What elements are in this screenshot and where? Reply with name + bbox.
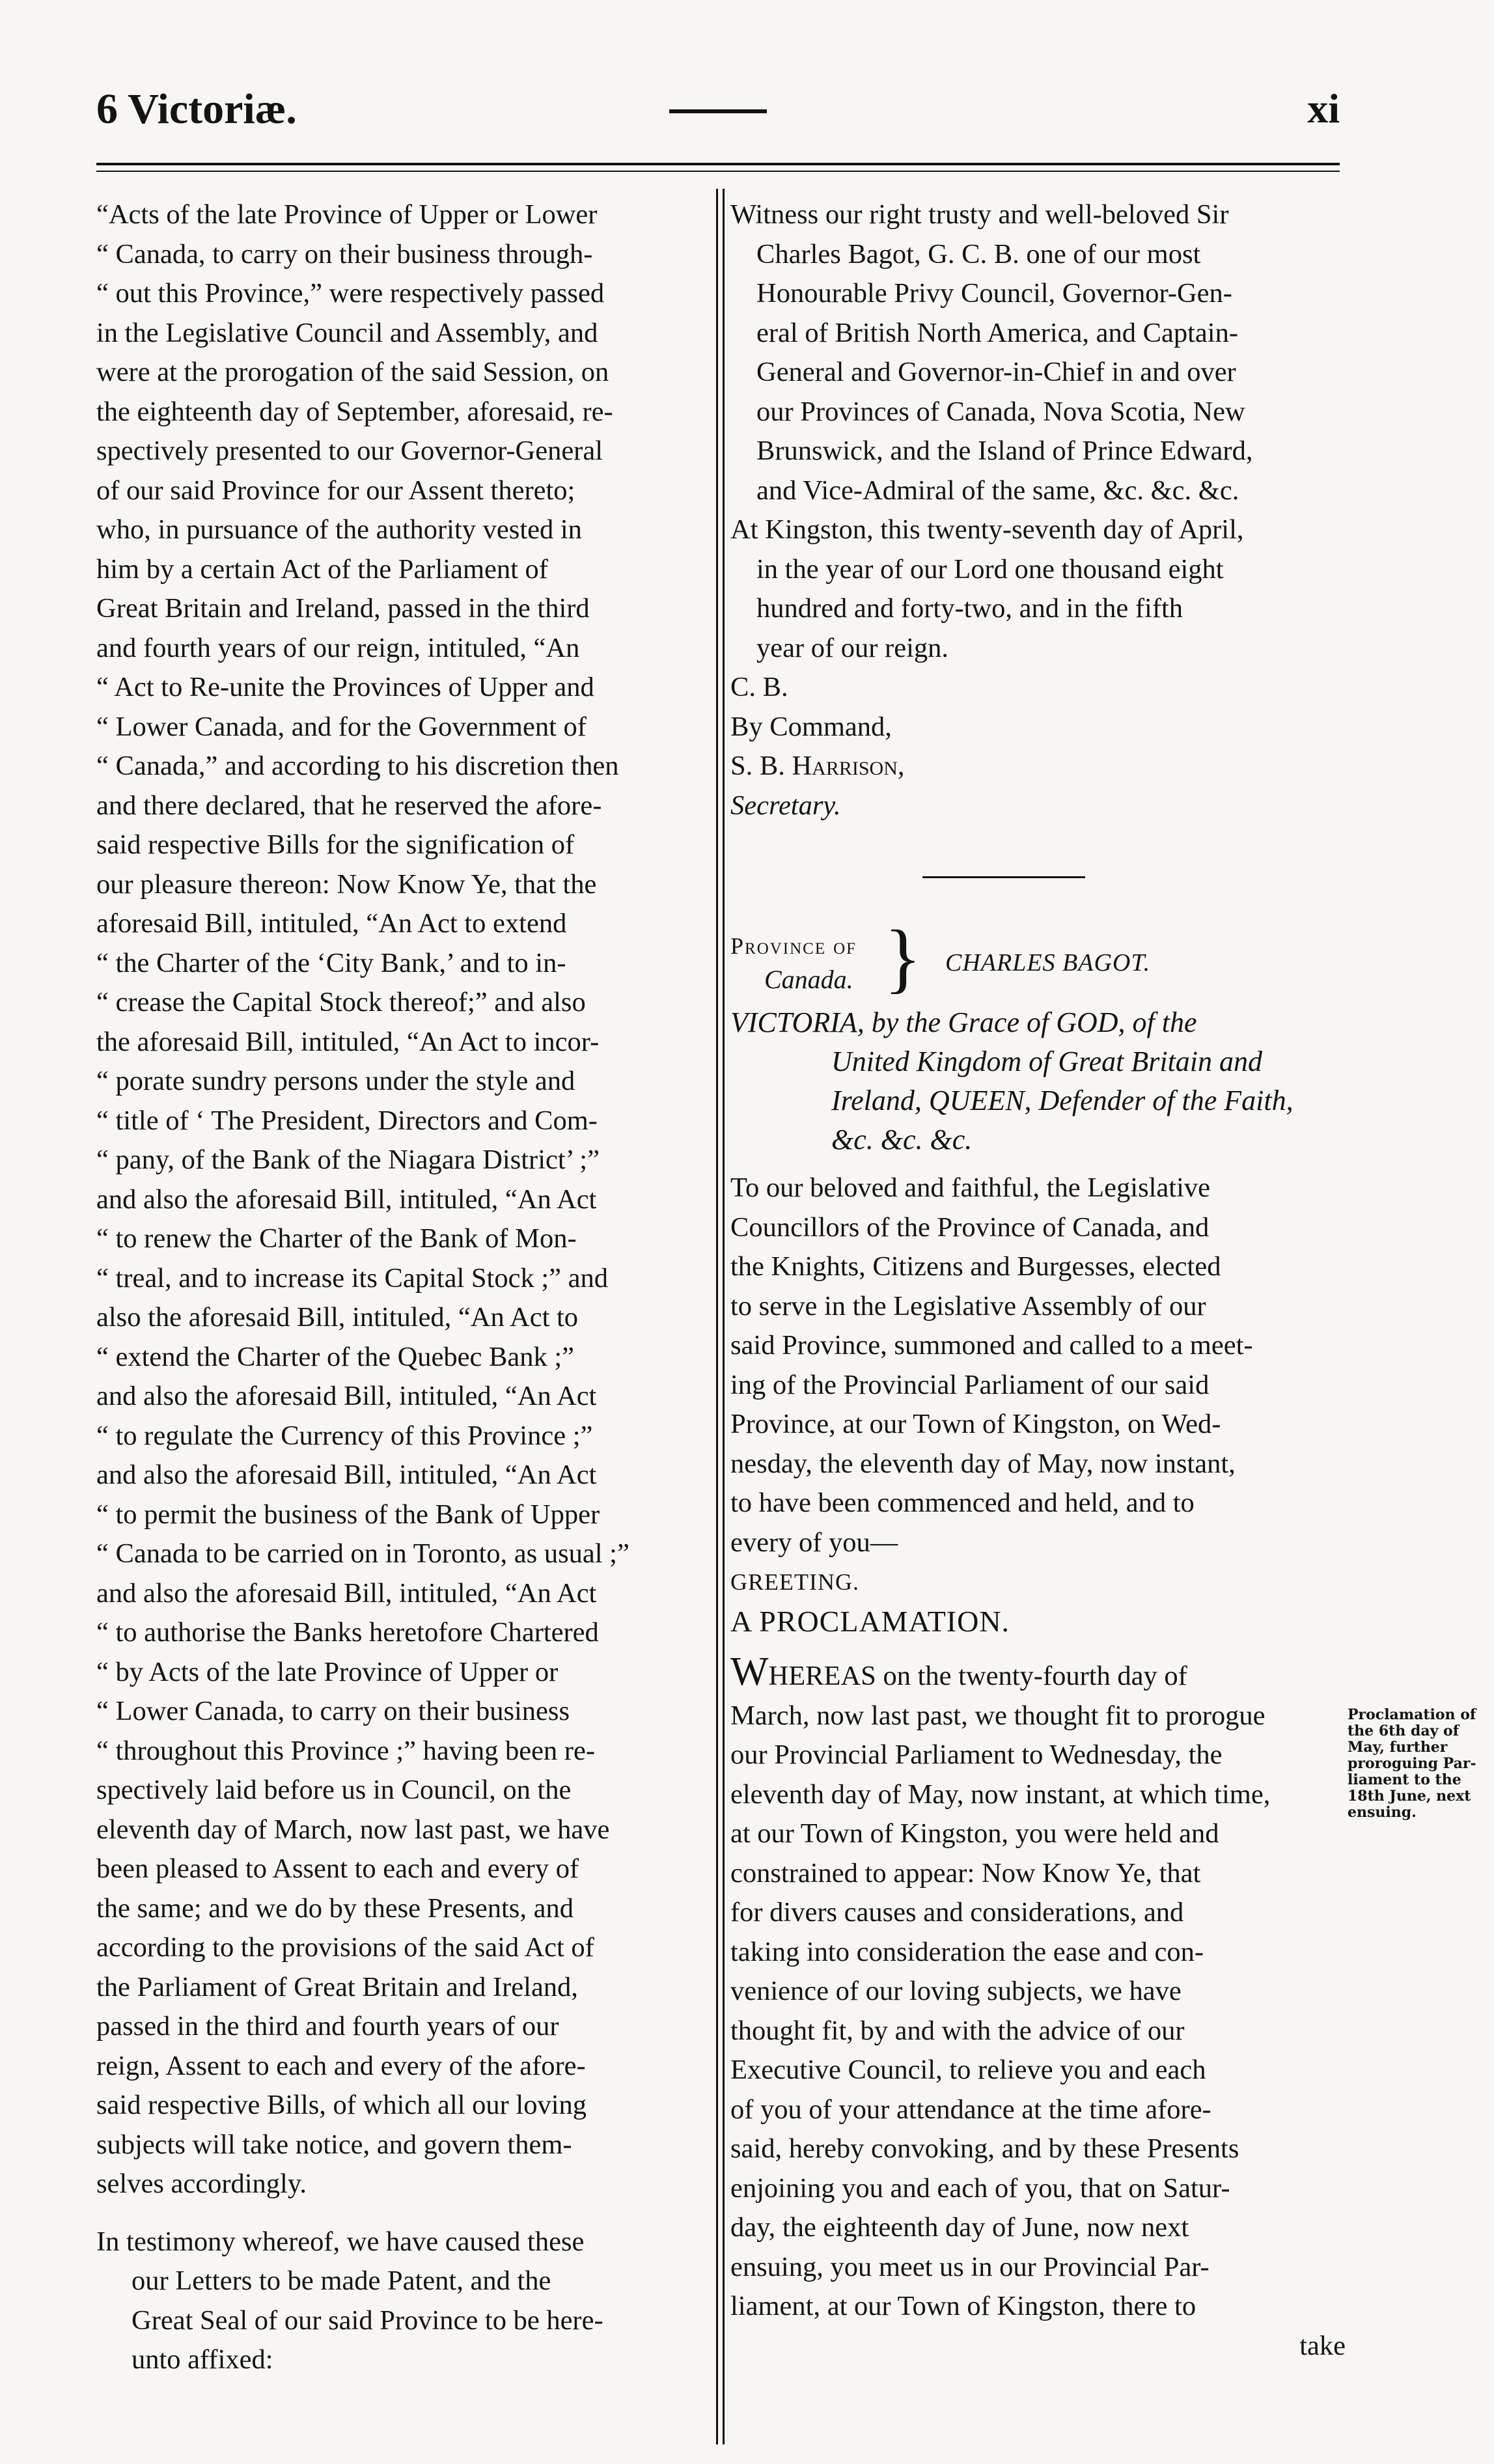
- assent-line: been pleased to Assent to each and every of: [96, 1853, 579, 1884]
- assent-line: spectively presented to our Governor-General: [96, 436, 603, 466]
- proclamation-line: for divers causes and considerations, and: [730, 1897, 1184, 1928]
- assent-line: Great Britain and Ireland, passed in the third: [96, 593, 590, 624]
- initials-signature: C. B.: [730, 672, 788, 702]
- witness-line: eral of British North America, and Captain-: [756, 317, 1238, 348]
- witness-line: our Provinces of Canada, Nova Scotia, New: [756, 396, 1245, 427]
- assent-line: and also the aforesaid Bill, intituled, “An Act: [96, 1460, 597, 1490]
- testimony-clause: [96, 2222, 712, 2380]
- witness-line: Witness our right trusty and well-beloved Sir: [730, 199, 1229, 230]
- witness-line: General and Governor-in-Chief in and over: [756, 357, 1236, 387]
- drop-cap: W: [730, 1650, 769, 1694]
- witness-clause: [730, 195, 1346, 510]
- assent-line: “ to renew the Charter of the Bank of Mon-: [96, 1223, 577, 1254]
- dating-line: At Kingston, this twenty-seventh day of April,: [730, 514, 1244, 545]
- section-rule: [922, 876, 1085, 878]
- address-line: Province, at our Town of Kingston, on Wed-: [730, 1409, 1221, 1439]
- signatory-name: [730, 747, 1346, 786]
- testimony-line: unto affixed:: [131, 2344, 273, 2375]
- province-name: Canada.: [764, 965, 853, 994]
- proclamation-line: [730, 1650, 1346, 1696]
- margin-note-line: 18th June, next: [1348, 1788, 1471, 1805]
- proclamation-line: constrained to appear: Now Know Ye, that: [730, 1857, 1201, 1889]
- signatory-title: Secretary.: [730, 790, 841, 821]
- royal-style-line: Ireland, QUEEN, Defender of the Faith,: [831, 1085, 1293, 1116]
- proclamation-title: A PROCLAMATION.: [730, 1604, 1010, 1638]
- assent-line: “ crease the Capital Stock thereof;” and also: [96, 987, 586, 1017]
- assent-line: “ to permit the business of the Bank of Upper: [96, 1499, 600, 1530]
- royal-style-line: VICTORIA, by the Grace of GOD, of the: [730, 1006, 1197, 1038]
- assent-line: of our said Province for our Assent thereto;: [96, 475, 575, 506]
- address-paragraph: [730, 1169, 1346, 1562]
- assent-line: our pleasure thereon: Now Know Ye, that the: [96, 868, 597, 900]
- witness-line: Honourable Privy Council, Governor-Gen-: [756, 278, 1232, 309]
- dating-line: hundred and forty-two, and in the fifth: [756, 593, 1183, 624]
- right-column: [730, 195, 1346, 2366]
- by-command-line: By Command,: [730, 711, 892, 742]
- royal-style-line: United Kingdom of Great Britain and: [831, 1045, 1263, 1077]
- proclamation-line: thought fit, by and with the advice of our: [730, 2015, 1185, 2046]
- assent-line: the aforesaid Bill, intituled, “An Act to incor-: [96, 1026, 600, 1057]
- margin-note-line: May, further: [1348, 1739, 1448, 1756]
- proclamation-line: ensuing, you meet us in our Provincial Par-: [730, 2251, 1210, 2282]
- assent-line: “ the Charter of the ‘City Bank,’ and to in-: [96, 947, 566, 978]
- assent-line: “ extend the Charter of the Quebec Bank ;”: [96, 1341, 574, 1372]
- margin-note: [1348, 1707, 1484, 1821]
- proclamation-line: said, hereby convoking, and by these Presents: [730, 2133, 1239, 2164]
- assent-line: aforesaid Bill, intituled, “An Act to extend: [96, 908, 567, 939]
- proclamation-line: our Provincial Parliament to Wednesday, the: [730, 1739, 1223, 1770]
- address-line: To our beloved and faithful, the Legislative: [730, 1172, 1211, 1203]
- assent-line: the same; and we do by these Presents, and: [96, 1892, 574, 1924]
- assent-line: “ Canada,” and according to his discretion then: [96, 751, 619, 781]
- margin-note-line: ensuing.: [1348, 1804, 1417, 1821]
- address-line: nesday, the eleventh day of May, now instant,: [730, 1448, 1236, 1479]
- greeting: GREETING.: [730, 1569, 859, 1595]
- province-heading: [730, 914, 1346, 1003]
- running-head: [96, 85, 1340, 143]
- royal-style-line: &c. &c. &c.: [831, 1124, 973, 1156]
- assent-line: and also the aforesaid Bill, intituled, “An Act: [96, 1184, 597, 1215]
- address-line: Councillors of the Province of Canada, and: [730, 1211, 1210, 1243]
- witness-line: Brunswick, and the Island of Prince Edward,: [756, 436, 1253, 466]
- proclamation-line: venience of our loving subjects, we have: [730, 1976, 1182, 2006]
- assent-line: “ by Acts of the late Province of Upper or: [96, 1656, 559, 1687]
- witness-line: and Vice-Admiral of the same, &c. &c. &c.: [756, 475, 1239, 506]
- assent-line: “ porate sundry persons under the style and: [96, 1066, 575, 1096]
- dating-line: in the year of our Lord one thousand eight: [756, 553, 1224, 585]
- assent-line: “ out this Province,” were respectively passed: [96, 278, 605, 309]
- proclamation-line: enjoining you and each of you, that on Satur-: [730, 2172, 1230, 2204]
- assent-line: and fourth years of our reign, intituled, “An: [96, 632, 580, 663]
- assent-line: “ Act to Re-unite the Provinces of Upper and: [96, 672, 594, 702]
- address-line: said Province, summoned and called to a meet-: [730, 1330, 1253, 1361]
- testimony-line: In testimony whereof, we have caused these: [96, 2226, 585, 2257]
- assent-line: “Acts of the late Province of Upper or Lower: [96, 199, 598, 230]
- assent-line: in the Legislative Council and Assembly, and: [96, 317, 598, 348]
- margin-note-line: Proclamation of: [1348, 1706, 1476, 1723]
- proclamation-body: [730, 1650, 1346, 2366]
- assent-line: eleventh day of March, now last past, we have: [96, 1814, 610, 1845]
- address-line: the Knights, Citizens and Burgesses, elected: [730, 1251, 1221, 1282]
- column-divider-right: [723, 189, 725, 2444]
- assent-line: subjects will take notice, and govern them-: [96, 2129, 572, 2160]
- assent-line: and also the aforesaid Bill, intituled, “An Act: [96, 1577, 597, 1609]
- assent-line: “ Lower Canada, to carry on their business: [96, 1696, 570, 1726]
- assent-line: reign, Assent to each and every of the afore-: [96, 2050, 586, 2081]
- header-rule-thin: [96, 171, 1340, 172]
- dating-line: year of our reign.: [756, 632, 949, 663]
- assent-line: “ title of ‘ The President, Directors and Com-: [96, 1105, 598, 1136]
- assent-paragraph: [96, 195, 712, 2204]
- assent-line: “ to regulate the Currency of this Province ;”: [96, 1420, 593, 1451]
- proclamation-line: day, the eighteenth day of June, now next: [730, 2212, 1189, 2243]
- assent-line: according to the provisions of the said Act of: [96, 1932, 594, 1963]
- assent-line: said respective Bills, of which all our loving: [96, 2090, 587, 2120]
- assent-line: and there declared, that he reserved the afore-: [96, 790, 602, 821]
- testimony-line: Great Seal of our said Province to be here-: [131, 2305, 603, 2336]
- proclamation-line: taking into consideration the ease and con-: [730, 1936, 1204, 1967]
- assent-line: “ Lower Canada, and for the Government of: [96, 711, 587, 742]
- address-line: every of you—: [730, 1527, 898, 1558]
- assent-line: spectively laid before us in Council, on the: [96, 1775, 572, 1805]
- assent-line: him by a certain Act of the Parliament of: [96, 553, 548, 585]
- signatory-text: S. B. Harrison,: [730, 751, 905, 781]
- proclamation-line: March, now last past, we thought fit to prorogue: [730, 1700, 1266, 1731]
- proclamation-line: Executive Council, to relieve you and each: [730, 2055, 1206, 2085]
- address-line: to have been commenced and held, and to: [730, 1488, 1195, 1518]
- assent-line: “ pany, of the Bank of the Niagara District’ ;”: [96, 1144, 600, 1175]
- regnal-year-heading: 6 Victoriæ.: [96, 85, 297, 133]
- header-rule-thick: [96, 163, 1340, 165]
- proclamation-line: take: [1299, 2330, 1346, 2361]
- margin-note-line: liament to the: [1348, 1771, 1461, 1788]
- column-divider-left: [716, 189, 718, 2444]
- assent-line: the Parliament of Great Britain and Ireland,: [96, 1971, 578, 2002]
- assent-line: were at the prorogation of the said Session, on: [96, 357, 609, 387]
- assent-line: and also the aforesaid Bill, intituled, “An Act: [96, 1381, 597, 1411]
- province-label: Province of: [730, 933, 857, 959]
- address-line: ing of the Provincial Parliament of our said: [730, 1369, 1210, 1400]
- testimony-line: our Letters to be made Patent, and the: [131, 2265, 551, 2296]
- assent-line: “ to authorise the Banks heretofore Chartered: [96, 1617, 599, 1648]
- assent-line: “ throughout this Province ;” having been re-: [96, 1735, 595, 1766]
- proclamation-line: eleventh day of May, now instant, at which time,: [730, 1779, 1271, 1810]
- royal-style-title: [730, 1003, 1346, 1159]
- header-dash: [669, 109, 767, 113]
- assent-line: selves accordingly.: [96, 2168, 307, 2199]
- proclamation-line: at our Town of Kingston, you were held and: [730, 1818, 1219, 1849]
- assent-line: passed in the third and fourth years of our: [96, 2011, 559, 2042]
- proclamation-line-text: HEREAS on the twenty-fourth day of: [768, 1661, 1187, 1691]
- governor-name: CHARLES BAGOT.: [945, 949, 1151, 976]
- assent-line: “ Canada, to carry on their business through-: [96, 238, 593, 270]
- dating-clause: [730, 510, 1346, 668]
- assent-line: “ Canada to be carried on in Toronto, as usual ;”: [96, 1538, 629, 1569]
- proclamation-line: of you of your attendance at the time afore-: [730, 2094, 1211, 2125]
- left-column: [96, 195, 712, 2380]
- page-number: xi: [1307, 85, 1340, 132]
- assent-line: “ treal, and to increase its Capital Stock ;” and: [96, 1262, 608, 1294]
- assent-line: said respective Bills for the signification of: [96, 829, 575, 860]
- assent-line: also the aforesaid Bill, intituled, “An Act to: [96, 1302, 579, 1333]
- witness-line: Charles Bagot, G. C. B. one of our most: [756, 238, 1201, 270]
- margin-note-line: proroguing Par-: [1348, 1755, 1476, 1772]
- margin-note-line: the 6th day of: [1348, 1723, 1459, 1739]
- address-line: to serve in the Legislative Assembly of our: [730, 1290, 1206, 1322]
- assent-line: the eighteenth day of September, aforesaid, re-: [96, 396, 613, 427]
- assent-line: who, in pursuance of the authority vested in: [96, 514, 582, 545]
- proclamation-line: liament, at our Town of Kingston, there to: [730, 2291, 1197, 2321]
- brace-glyph: }: [884, 914, 922, 1001]
